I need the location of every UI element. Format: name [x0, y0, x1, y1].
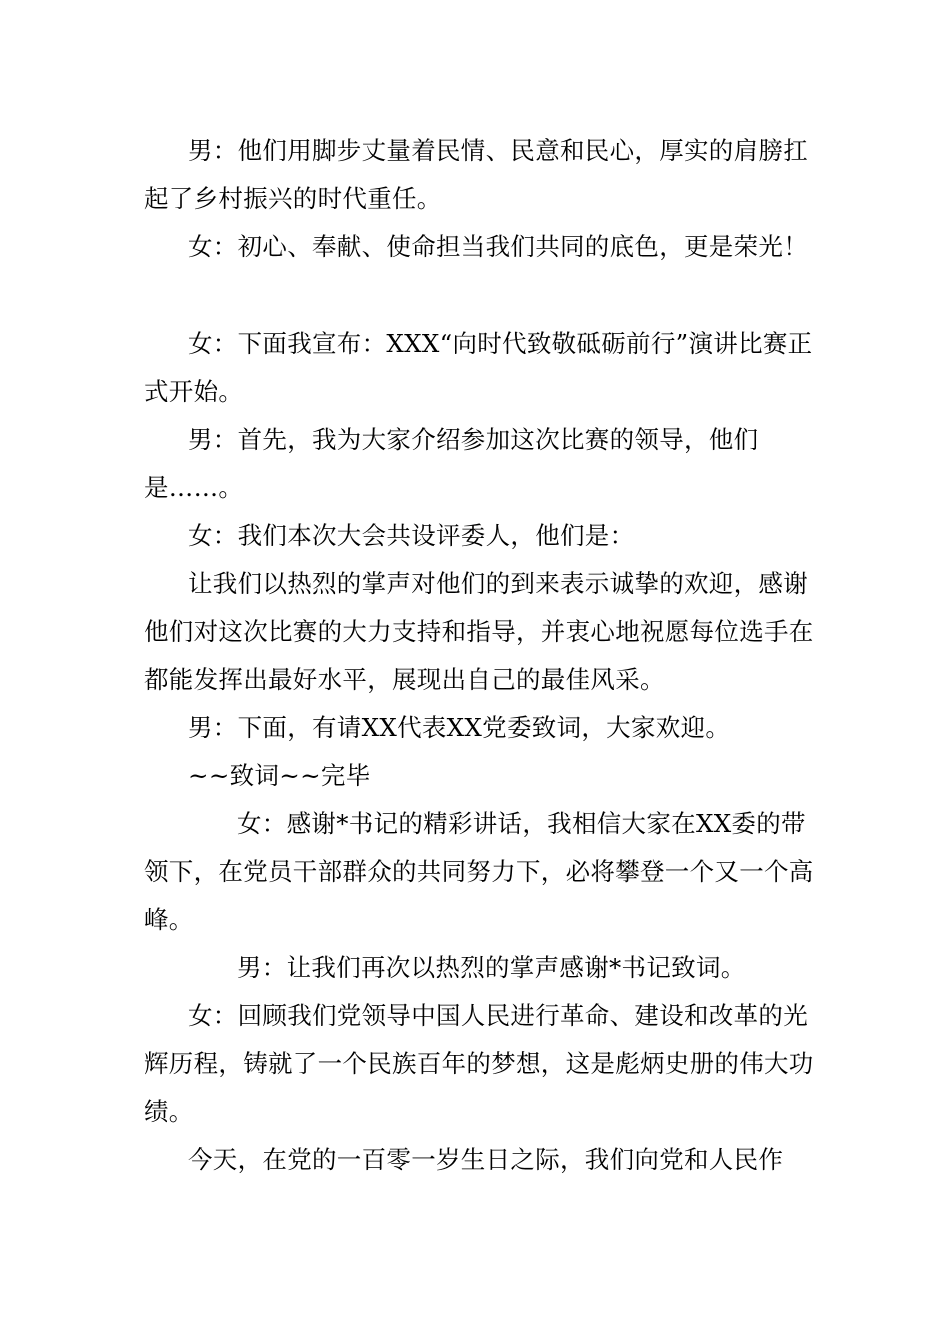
paragraph-6: 让我们以热烈的掌声对他们的到来表示诚挚的欢迎，感谢他们对这次比赛的大力支持和指导，并衷心地祝愿每位选手在都能发挥出最好水平，展现出自己的最佳风采。: [144, 569, 814, 694]
paragraph-9: 女：感谢*书记的精彩讲话，我相信大家在XX委的带领下，在党员干部群众的共同努力下，必将攀登一个又一个高峰。: [144, 809, 814, 934]
paragraph-2: 女：初心、奉献、使命担当我们共同的底色，更是荣光！: [188, 232, 808, 261]
paragraph-4: 男：首先，我为大家介绍参加这次比赛的领导，他们是……。: [144, 425, 759, 502]
blank-line: [144, 271, 824, 320]
paragraph-5: 女：我们本次大会共设评委人，他们是：: [188, 521, 635, 550]
paragraph-3: 女：下面我宣布：XXX“向时代致敬砥砺前行”演讲比赛正式开始。: [144, 329, 813, 406]
paragraph-7: 男：下面，有请XX代表XX党委致词，大家欢迎。: [188, 713, 731, 742]
document-body: [144, 127, 824, 1184]
paragraph-10: 男：让我们再次以热烈的掌声感谢*书记致词。: [237, 953, 746, 982]
paragraph-1: 男：他们用脚步丈量着民情、民意和民心，厚实的肩膀扛起了乡村振兴的时代重任。: [144, 136, 808, 213]
paragraph-11: 女：回顾我们党领导中国人民进行革命、建设和改革的光辉历程，铸就了一个民族百年的梦想，这是彪炳史册的伟大功绩。: [144, 1001, 814, 1126]
paragraph-8: ~~致词~~完毕: [188, 761, 371, 790]
paragraph-12: 今天，在党的一百零一岁生日之际，我们向党和人民作: [188, 1145, 784, 1174]
